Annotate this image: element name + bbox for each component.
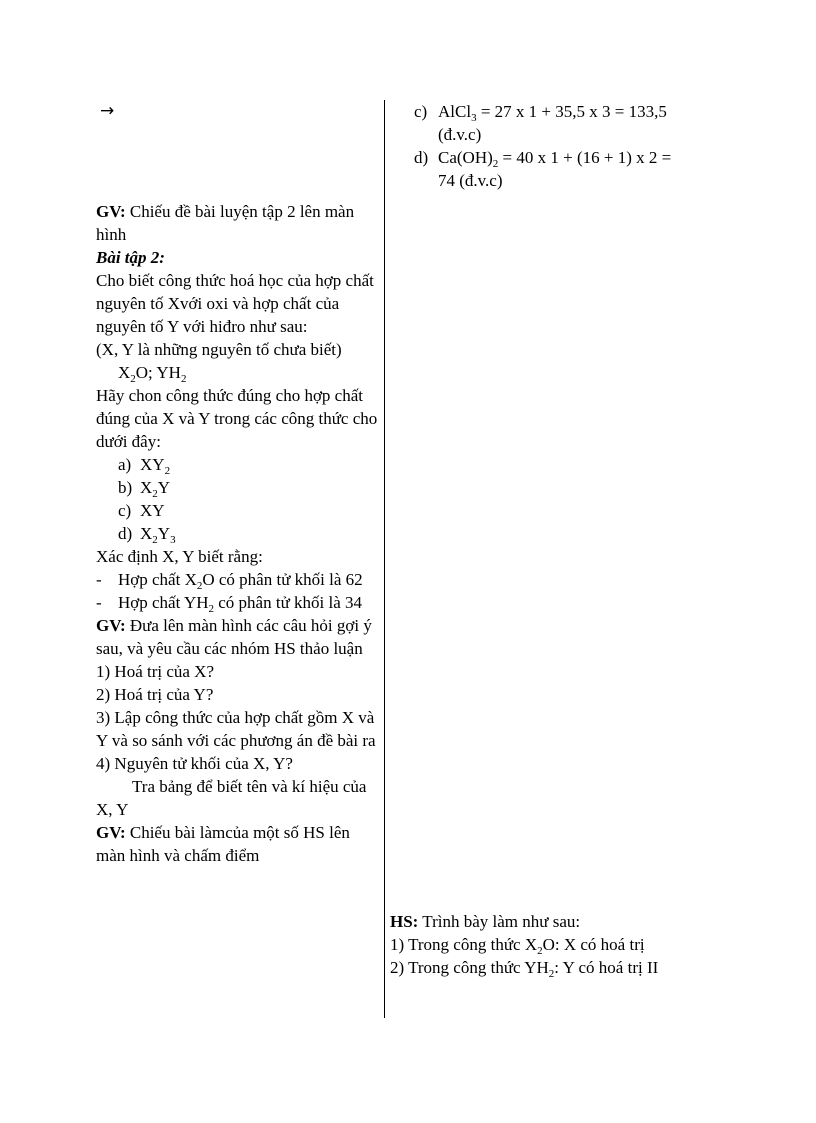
exercise-question: Hãy chon công thức đúng cho hợp chất đúng của X và Y trong các công thức cho dưới đây: (96, 386, 378, 451)
gv-instruction-3: GV: Chiếu bài làmcủa một số HS lên màn hình và chấm điểm (96, 823, 350, 865)
option-item: b) $X_2Y$ (118, 478, 171, 500)
hs-response: HS: Trình bày làm như sau: (390, 912, 581, 931)
exercise-intro: Cho biết công thức hoá học của hợp chất nguyên tố Xvới oxi và hợp chất của nguyên tố Y với hiđro như sau: (96, 271, 374, 336)
hint-item: 3) Lập công thức của hợp chất gồm X và Y và so sánh với các phương án đề bài ra (96, 708, 376, 750)
answer-item: 1) Trong công thức $X_2O$: X có hoá trị (390, 935, 645, 957)
hint-item: 4) Nguyên tử khối của X, Y? (96, 754, 293, 773)
column-divider (384, 100, 385, 1018)
fact-item: - Hợp chất $YH_2$ có phân tử khối là 34 (96, 593, 363, 615)
hint-item: 1) Hoá trị của X? (96, 662, 215, 681)
given-formulas: $X_2O$; $YH_2$ (118, 363, 187, 385)
calc-item: c) AlCl$_3$ = 27 x 1 + 35,5 x 3 = 133,5 (đ.v.c) (414, 102, 667, 144)
exercise-title: Bài tập 2: (96, 248, 165, 267)
option-item: a) $XY_2$ (118, 455, 171, 477)
fact-item: - Hợp chất $X_2O$ có phân tử khối là 62 (96, 570, 363, 592)
left-column (96, 100, 380, 867)
determine-line: Xác định X, Y biết rằng: (96, 547, 263, 566)
answer-item: 2) Trong công thức $YH_2$: Y có hoá trị II (390, 958, 659, 980)
option-item: c) XY (118, 501, 165, 520)
calc-item: d) $Ca(OH)_2 = 40$ x 1 + (16 + 1) x 2 = 74 (đ.v.c) (414, 148, 672, 190)
gv-instruction-2: GV: Đưa lên màn hình các câu hỏi gợi ý sau, và yêu cầu các nhóm HS thảo luận (96, 616, 372, 658)
options-list (96, 453, 380, 545)
option-item: d) $X_2Y_3$ (118, 524, 176, 546)
right-column (390, 100, 690, 979)
lookup-line: Tra bảng để biết tên và kí hiệu của X, Y (96, 777, 367, 819)
gv-instruction-1: GV: Chiếu đề bài luyện tập 2 lên màn hình (96, 202, 355, 244)
exercise-note: (X, Y là những nguyên tố chưa biết) (96, 340, 342, 359)
right-arrow-icon: → (100, 101, 115, 121)
hint-item: 2) Hoá trị của Y? (96, 685, 214, 704)
